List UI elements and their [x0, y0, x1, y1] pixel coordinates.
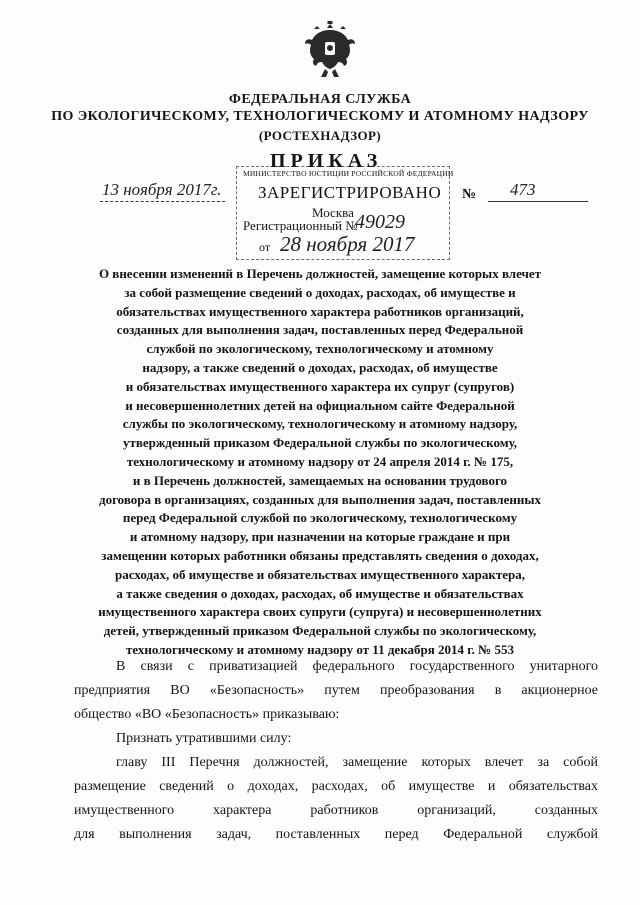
organization-short-name: (РОСТЕХНАДЗОР): [258, 128, 382, 143]
order-subject-title: [90, 265, 550, 660]
stamp-reg-number-label: Регистрационный №: [243, 218, 358, 233]
title-line: и несовершеннолетних детей на официальном сайте Федеральной: [125, 397, 515, 413]
body-paragraph-line: размещение сведений о доходах, расходах, об имуществе и обязательствах: [74, 779, 598, 794]
title-line: имущественного характера своих супруги (супруга) и несовершеннолетних: [98, 604, 542, 620]
title-line: технологическому и атомному надзору от 11 декабря 2014 г. № 553: [125, 641, 514, 657]
order-body: [74, 655, 598, 847]
number-underline: [488, 201, 588, 202]
title-line: и атомному надзору, при назначении на которые граждане и при: [129, 529, 511, 545]
title-line: а также сведения о доходах, расходах, об имуществе и обязательствах: [116, 585, 524, 601]
title-line: утвержденный приказом Федеральной службы по экологическому,: [122, 435, 518, 451]
body-paragraph-line: главу III Перечня должностей, замещение которых влечет за собой: [116, 755, 598, 770]
order-date: 13 ноября 2017г.: [102, 180, 222, 199]
title-line: О внесении изменений в Перечень должностей, замещение которых влечет: [98, 266, 542, 281]
number-sign: №: [462, 187, 477, 202]
title-line: перед Федеральной службой по экологическому, технологическому: [122, 510, 518, 526]
title-line: обязательствах имущественного характера работников организаций,: [116, 303, 524, 319]
organization-name-line1: ФЕДЕРАЛЬНАЯ СЛУЖБА: [228, 92, 412, 107]
title-line: расходах, об имуществе и обязательствах имущественного характера,: [114, 566, 525, 582]
stamp-city: Москва: [312, 205, 354, 220]
body-paragraph-line: Признать утратившими силу:: [116, 731, 292, 746]
body-paragraph-line: предприятия ВО «Безопасность» путем преобразования в акционерное: [74, 683, 598, 698]
title-line: службой по экологическому, технологическому и атомному: [146, 341, 494, 357]
title-line: технологическому и атомному надзору от 24 апреля 2014 г. № 175,: [126, 453, 514, 469]
title-line: договора в организациях, созданных для выполнения задач, поставленных: [99, 491, 541, 507]
stamp-registered: ЗАРЕГИСТРИРОВАНО: [258, 183, 442, 202]
stamp-reg-date: 28 ноября 2017: [280, 232, 415, 256]
order-title: ПРИКАЗ: [270, 150, 383, 172]
coat-of-arms-emblem: [303, 18, 357, 80]
title-line: и в Перечень должностей, замещаемых на основании трудового: [132, 472, 508, 488]
title-line: и обязательствах имущественного характера их супруг (супругов): [125, 378, 515, 394]
title-line: службы по экологическому, технологическому и атомному надзору,: [122, 416, 518, 432]
stamp-reg-number: 49029: [355, 211, 405, 233]
title-line: замещении которых работники обязаны представлять сведения о доходах,: [101, 547, 539, 563]
body-paragraph-line: В связи с приватизацией федерального государственного унитарного: [116, 659, 598, 674]
title-line: созданных для выполнения задач, поставленных перед Федеральной: [116, 322, 524, 338]
title-line: за собой размещение сведений о доходах, расходах, об имуществе и: [124, 284, 516, 300]
body-paragraph-line: общество «ВО «Безопасность» приказываю:: [74, 707, 340, 722]
order-number: 473: [510, 180, 536, 199]
date-underline: [100, 201, 225, 202]
title-line: детей, утвержденный приказом Федеральной службы по экологическому,: [103, 623, 537, 639]
body-paragraph-line: имущественного характера работников организаций, созданных: [74, 803, 598, 818]
body-paragraph-line: для выполнения задач, поставленных перед Федеральной службой: [74, 827, 598, 842]
title-line: надзору, а также сведений о доходах, расходах, об имуществе: [142, 359, 498, 375]
stamp-ministry: МИНИСТЕРСТВО ЮСТИЦИИ РОССИЙСКОЙ ФЕДЕРАЦИИ: [243, 169, 454, 178]
organization-name-line2: ПО ЭКОЛОГИЧЕСКОМУ, ТЕХНОЛОГИЧЕСКОМУ И АТОМНОМУ НАДЗОРУ: [51, 109, 589, 124]
stamp-reg-date-label: от: [259, 240, 271, 254]
